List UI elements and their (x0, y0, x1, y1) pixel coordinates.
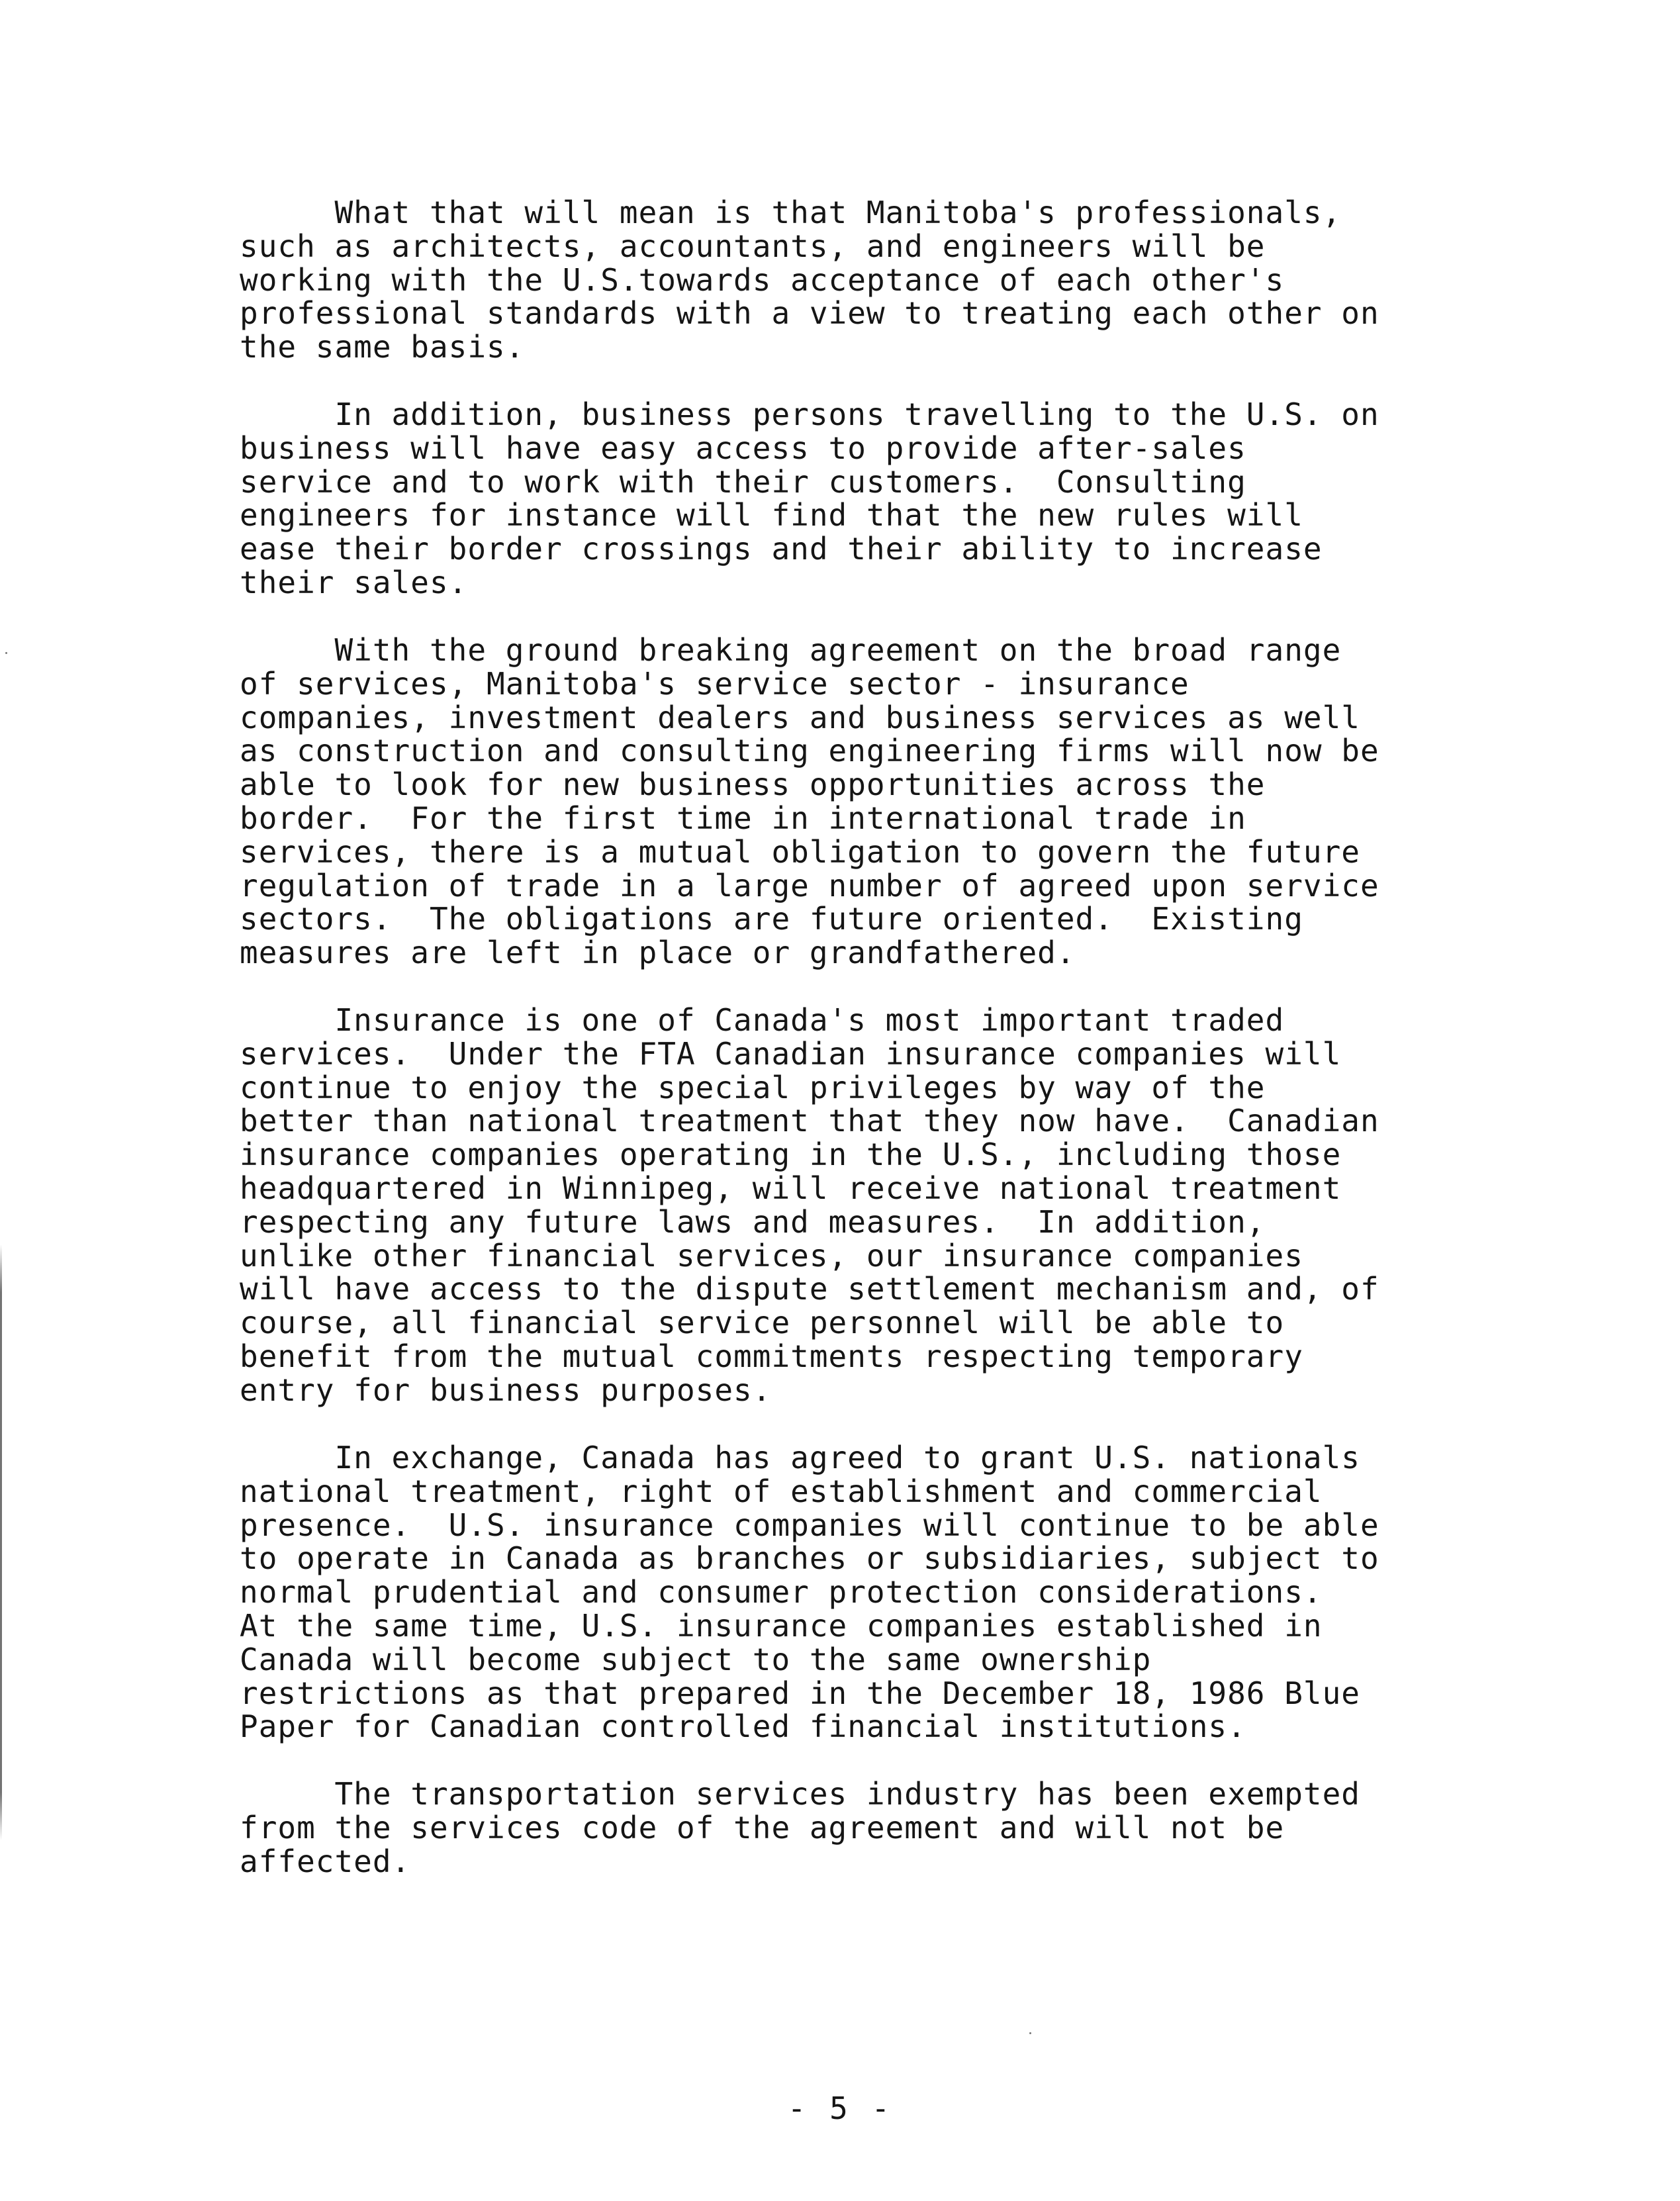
text-line: service and to work with their customers. Consulting (240, 463, 1246, 500)
paragraph-exchange (240, 1441, 1497, 1744)
text-line: headquartered in Winnipeg, will receive national treatment (240, 1170, 1342, 1206)
text-line: better than national treatment that they now have. Canadian (240, 1103, 1379, 1139)
text-line: able to look for new business opportunities across the (240, 767, 1266, 803)
text-line: What that will mean is that Manitoba's professionals, (240, 195, 1342, 230)
scan-speck (1029, 2032, 1031, 2034)
text-line: of services, Manitoba's service sector - insurance (240, 665, 1190, 702)
text-line: sectors. The obligations are future oriented. Existing (240, 901, 1303, 937)
text-line: such as architects, accountants, and engineers will be (240, 228, 1266, 264)
text-line: unlike other financial services, our insurance companies (240, 1237, 1303, 1274)
text-line: continue to enjoy the special privileges by way of the (240, 1069, 1266, 1105)
text-line: their sales. (240, 564, 468, 600)
text-line: At the same time, U.S. insurance companies established in (240, 1607, 1323, 1644)
text-line: course, all financial service personnel will be able to (240, 1305, 1285, 1341)
paragraph-transportation (240, 1777, 1497, 1878)
scan-speck (5, 652, 7, 654)
text-line: ease their border crossings and their ability to increase (240, 531, 1323, 567)
text-line: normal prudential and consumer protection considerations. (240, 1574, 1323, 1611)
paragraph-business-persons (240, 398, 1497, 600)
text-line: as construction and consulting engineering firms will now be (240, 733, 1379, 769)
text-line: working with the U.S.towards acceptance of each other's (240, 261, 1285, 298)
text-line: In exchange, Canada has agreed to grant U.S. nationals (240, 1440, 1360, 1475)
scan-edge-mark (0, 1244, 2, 1840)
text-line: business will have easy access to provide after-sales (240, 430, 1246, 466)
text-line: regulation of trade in a large number of agreed upon service (240, 867, 1379, 904)
paragraph-service-sector (240, 633, 1497, 970)
text-line: entry for business purposes. (240, 1372, 772, 1408)
text-line: companies, investment dealers and business services as well (240, 699, 1360, 735)
text-line: from the services code of the agreement and will not be (240, 1809, 1285, 1846)
text-line: insurance companies operating in the U.S., including those (240, 1137, 1342, 1173)
text-line: presence. U.S. insurance companies will continue to be able (240, 1507, 1379, 1543)
text-line: respecting any future laws and measures. In addition, (240, 1203, 1266, 1240)
paragraph-professionals (240, 196, 1497, 364)
text-line: will have access to the dispute settlement mechanism and, of (240, 1271, 1379, 1307)
text-line: affected. (240, 1843, 411, 1879)
text-line: to operate in Canada as branches or subsidiaries, subject to (240, 1540, 1379, 1577)
text-line: In addition, business persons travelling to the U.S. on (240, 397, 1379, 432)
text-line: With the ground breaking agreement on the broad range (240, 632, 1342, 668)
paragraph-insurance (240, 1004, 1497, 1407)
text-line: the same basis. (240, 329, 525, 365)
text-line: border. For the first time in international trade in (240, 800, 1246, 836)
text-line: restrictions as that prepared in the December 18, 1986 Blue (240, 1675, 1360, 1711)
text-line: The transportation services industry has been exempted (240, 1776, 1360, 1812)
text-line: benefit from the mutual commitments respecting temporary (240, 1338, 1303, 1374)
text-line: Paper for Canadian controlled financial institutions. (240, 1709, 1246, 1745)
text-line: professional standards with a view to treating each other on (240, 295, 1379, 332)
text-line: Insurance is one of Canada's most important traded (240, 1002, 1285, 1038)
text-line: engineers for instance will find that the new rules will (240, 497, 1303, 534)
text-line: services, there is a mutual obligation to govern the future (240, 833, 1360, 870)
text-line: Canada will become subject to the same ownership (240, 1641, 1152, 1677)
text-line: services. Under the FTA Canadian insurance companies will (240, 1035, 1342, 1072)
text-line: measures are left in place or grandfathered. (240, 935, 1076, 971)
text-line: national treatment, right of establishment and commercial (240, 1473, 1323, 1509)
page-number: - 5 - (787, 2090, 893, 2126)
